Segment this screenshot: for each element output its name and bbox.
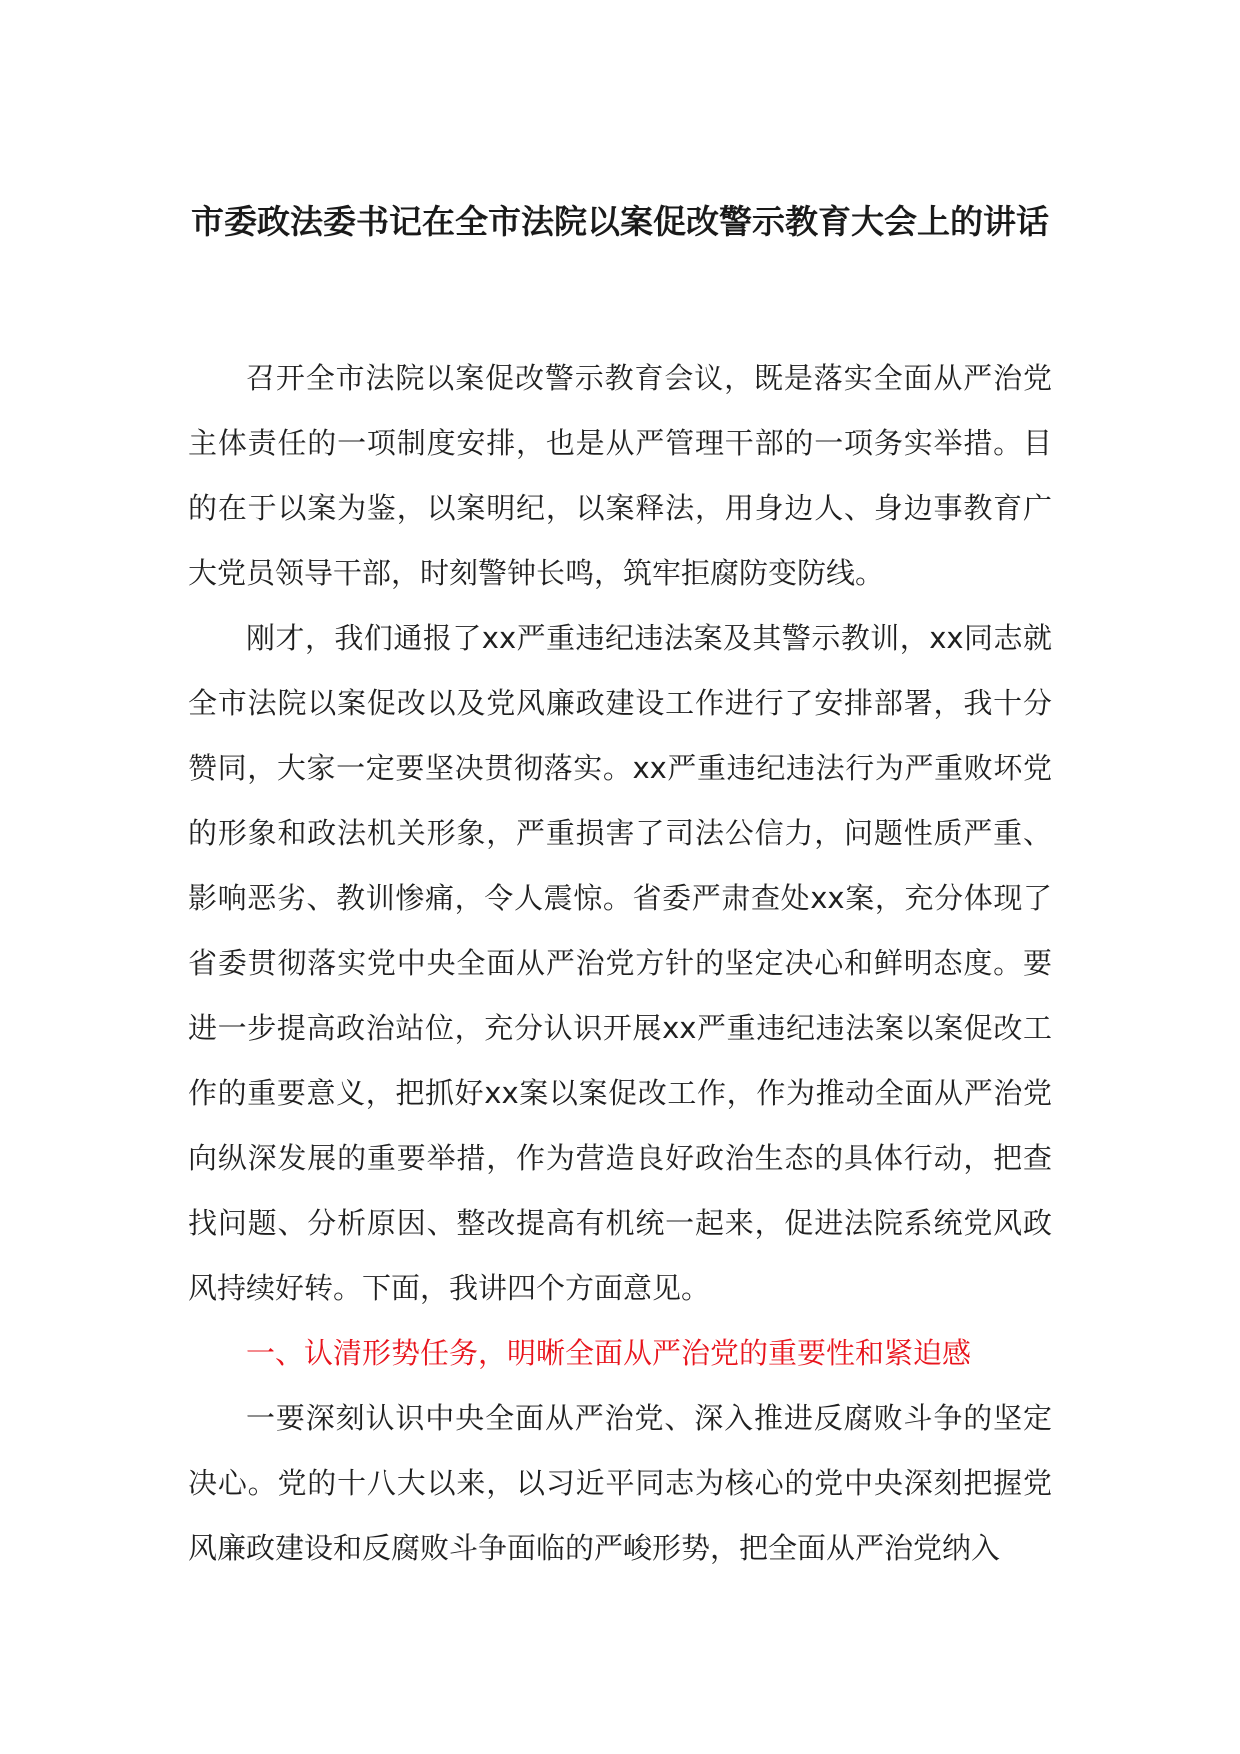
- document-body: [188, 346, 1052, 1581]
- paragraph-background: 刚才，我们通报了xx严重违纪违法案及其警示教训，xx同志就全市法院以案促改以及党风廉政建设工作进行了安排部署，我十分赞同，大家一定要坚决贯彻落实。xx严重违纪违法行为严重败坏党的形象和政法机关形象，严重损害了司法公信力，问题性质严重、影响恶劣、教训惨痛，令人震惊。省委严肃查处xx案，充分体现了省委贯彻落实党中央全面从严治党方针的坚定决心和鲜明态度。要进一步提高政治站位，充分认识开展xx严重违纪违法案以案促改工作的重要意义，把抓好xx案以案促改工作，作为推动全面从严治党向纵深发展的重要举措，作为营造良好政治生态的具体行动，把查找问题、分析原因、整改提高有机统一起来，促进法院系统党风政风持续好转。下面，我讲四个方面意见。: [188, 621, 1052, 1305]
- paragraph-section-1: 一要深刻认识中央全面从严治党、深入推进反腐败斗争的坚定决心。党的十八大以来，以习近平同志为核心的党中央深刻把握党风廉政建设和反腐败斗争面临的严峻形势，把全面从严治党纳入: [188, 1401, 1052, 1565]
- paragraph-intro: 召开全市法院以案促改警示教育会议，既是落实全面从严治党主体责任的一项制度安排，也是从严管理干部的一项务实举措。目的在于以案为鉴，以案明纪，以案释法，用身边人、身边事教育广大党员领导干部，时刻警钟长鸣，筑牢拒腐防变防线。: [188, 361, 1052, 590]
- section-heading-1: 一、认清形势任务，明晰全面从严治党的重要性和紧迫感: [246, 1336, 972, 1370]
- document-title: 市委政法委书记在全市法院以案促改警示教育大会上的讲话: [191, 202, 1049, 241]
